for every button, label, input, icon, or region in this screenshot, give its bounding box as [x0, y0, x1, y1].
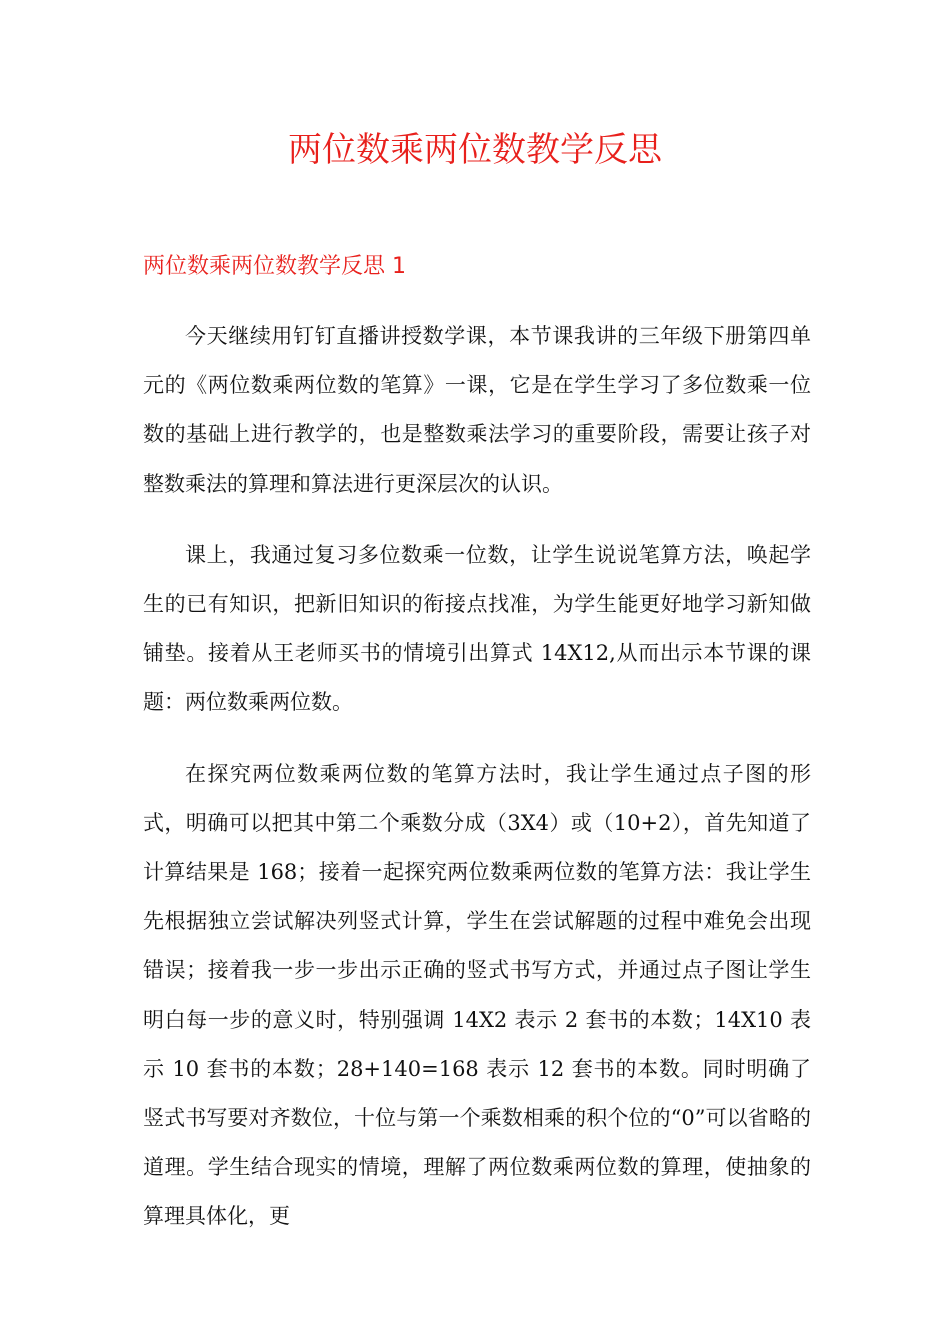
section-heading: 两位数乘两位数教学反思 1 [143, 254, 406, 279]
document-body [143, 312, 811, 1264]
paragraph: 在探究两位数乘两位数的笔算方法时，我让学生通过点子图的形式，明确可以把其中第二个乘数分成（3X4）或（10+2），首先知道了计算结果是 168；接着一起探究两位数乘两位数的笔算方法：我让学生先根据独立尝试解决列竖式计算，学生在尝试解题的过程中难免会出现错误；接着我一步一步出示正确的竖式书写方式，并通过点子图让学生明白每一步的意义时，特别强调 14X2 表示 2 套书的本数；14X10 表示 10 套书的本数；28+140=168 表示 12 套书的本数。同时明确了竖式书写要对齐数位，十位与第一个乘数相乘的积个位的“0”可以省略的道理。学生结合现实的情境，理解了两位数乘两位数的算理，使抽象的算理具体化，更 [143, 761, 811, 1229]
paragraph: 课上，我通过复习多位数乘一位数，让学生说说笔算方法，唤起学生的已有知识，把新旧知识的衔接点找准，为学生能更好地学习新知做铺垫。接着从王老师买书的情境引出算式 14X12,从而出示本节课的课题：两位数乘两位数。 [143, 542, 811, 715]
document-title: 两位数乘两位数教学反思 [288, 130, 662, 170]
paragraph: 今天继续用钉钉直播讲授数学课，本节课我讲的三年级下册第四单元的《两位数乘两位数的笔算》一课，它是在学生学习了多位数乘一位数的基础上进行教学的，也是整数乘法学习的重要阶段，需要让孩子对整数乘法的算理和算法进行更深层次的认识。 [143, 324, 811, 496]
